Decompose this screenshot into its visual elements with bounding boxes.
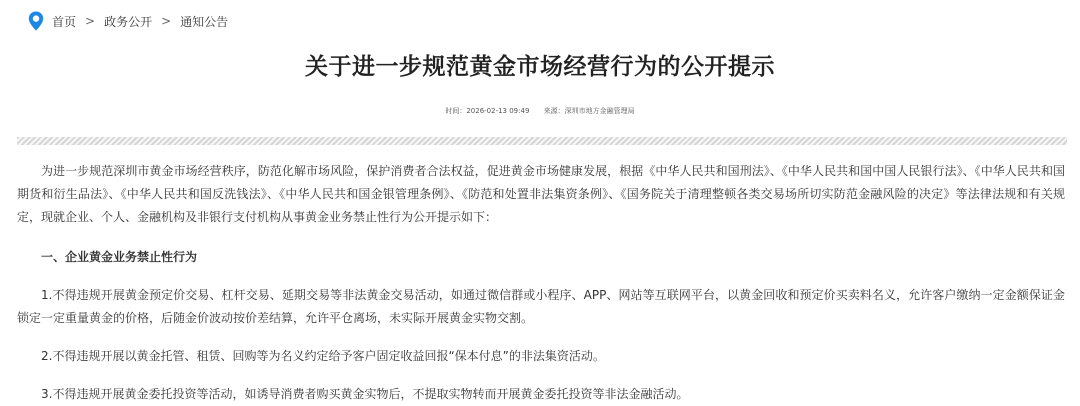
breadcrumb bbox=[28, 10, 228, 32]
breadcrumb-gov-affairs-link[interactable]: 政务公开 bbox=[104, 14, 153, 29]
prohibition-item: 3.不得违规开展黄金委托投资等活动，如诱导消费者购买黄金实物后，不提取实物转而开展黄金委托投资等非法金融活动。 bbox=[41, 387, 689, 401]
title-divider bbox=[17, 137, 1067, 145]
publish-time: 时间：2026-02-13 09:49 bbox=[445, 107, 530, 115]
location-pin-icon bbox=[28, 11, 44, 31]
article-body bbox=[17, 160, 1065, 406]
prohibition-item: 1.不得违规开展黄金预定价交易、杠杆交易、延期交易等非法黄金交易活动，如通过微信群或小程序、APP、网站等互联网平台，以黄金回收和预定价买卖料名义，允许客户缴纳一定金额保证金锁定一定重量黄金的价格，后随金价波动按价差结算，允许平仓离场，未实际开展黄金实物交割。 bbox=[17, 288, 1065, 325]
article-meta bbox=[0, 106, 1080, 116]
page-title: 关于进一步规范黄金市场经营行为的公开提示 bbox=[305, 54, 775, 80]
breadcrumb-separator: > bbox=[85, 14, 96, 28]
breadcrumb-home-link[interactable]: 首页 bbox=[52, 14, 77, 29]
article-source: 来源：深圳市地方金融管理局 bbox=[543, 107, 635, 115]
section-heading: 一、企业黄金业务禁止性行为 bbox=[41, 250, 198, 264]
prohibition-item: 2.不得违规开展以黄金托管、租赁、回购等为名义约定给予客户固定收益回报“保本付息”的非法集资活动。 bbox=[41, 349, 605, 363]
breadcrumb-separator: > bbox=[161, 14, 172, 28]
intro-paragraph: 为进一步规范深圳市黄金市场经营秩序，防范化解市场风险，保护消费者合法权益，促进黄金市场健康发展，根据《中华人民共和国刑法》、《中华人民共和国中国人民银行法》、《中华人民共和国期货和衍生品法》、《中华人民共和国反洗钱法》、《中华人民共和国金银管理条例》、《防范和处置非法集资条例》、《国务院关于清理整顿各类交易场所切实防范金融风险的决定》等法律法规和有关规定，现就企业、个人、金融机构及非银行支付机构从事黄金业务禁止性行为公开提示如下： bbox=[17, 164, 1065, 224]
breadcrumb-notices-link[interactable]: 通知公告 bbox=[180, 14, 229, 29]
